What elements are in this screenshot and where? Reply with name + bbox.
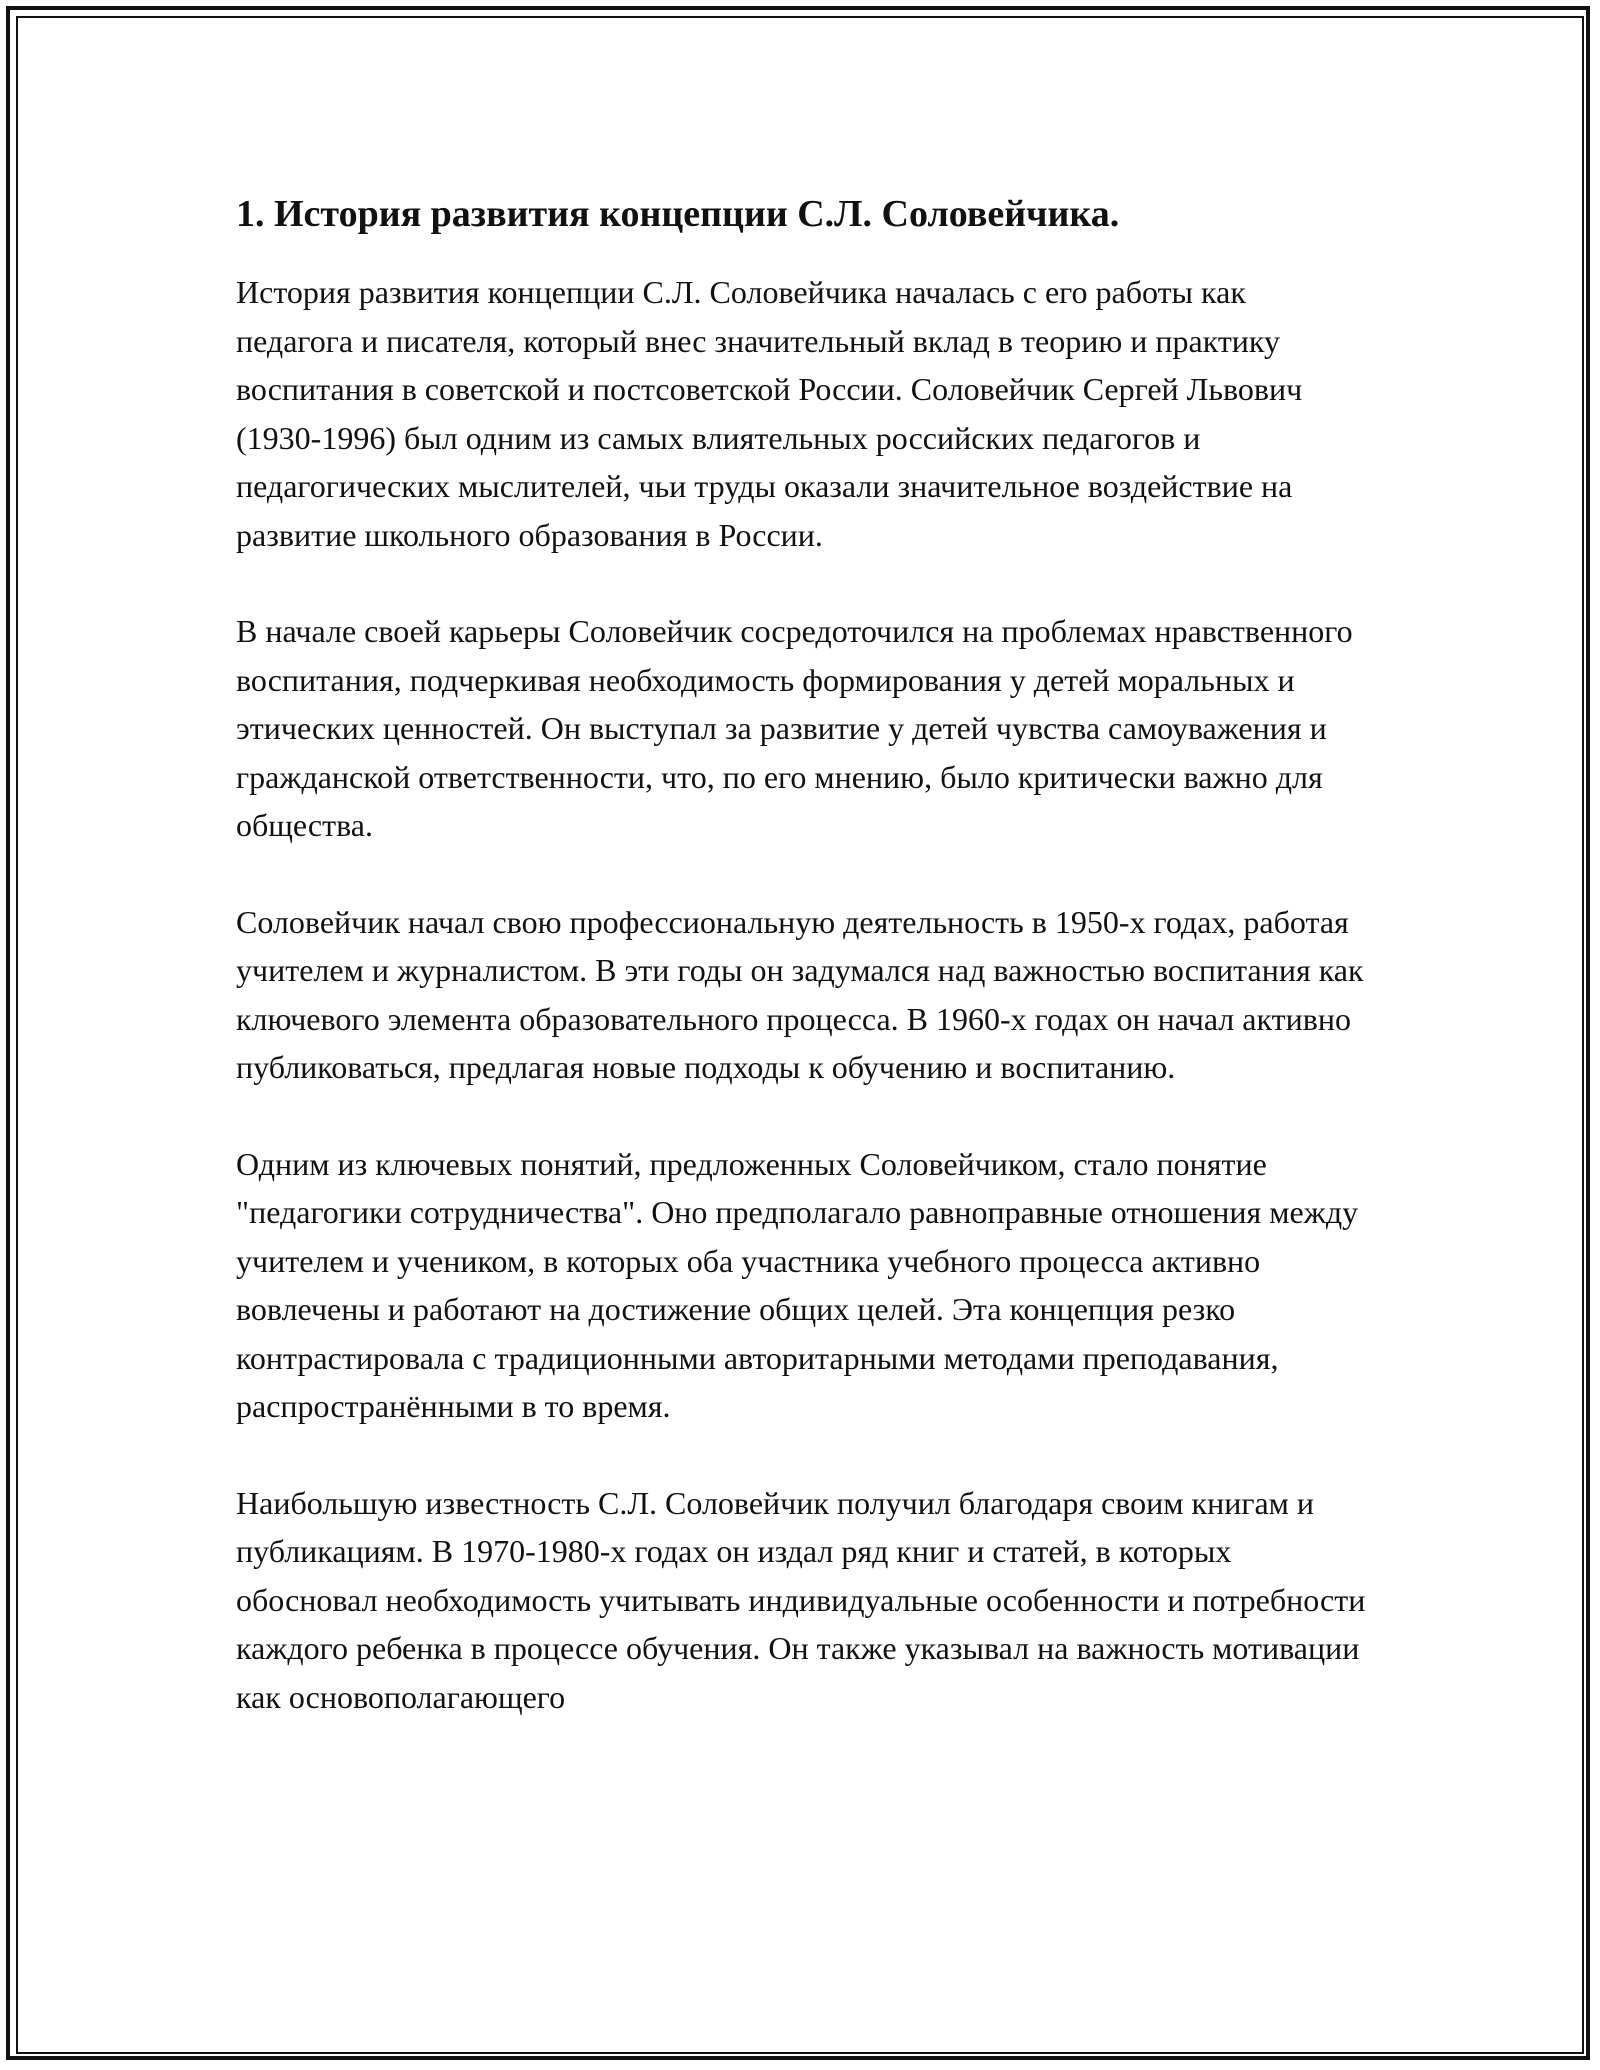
paragraph-4: Одним из ключевых понятий, предложенных Соловейчиком, стало понятие "педагогики сотрудничества". Оно предполагало равноправные отношения между учителем и учеником, в которых оба участника учебного процесса активно вовлечены и работают на достижение общих целей. Эта концепция резко контрастировала с традиционными авторитарными методами преподавания, распространёнными в то время. (236, 1145, 1359, 1424)
paragraph-5: Наибольшую известность С.Л. Соловейчик получил благодаря своим книгам и публикациям. В 1970-1980-х годах он издал ряд книг и статей, в которых обосновал необходимость учитывать индивидуальные особенности и потребности каждого ребенка в процессе обучения. Он также указывал на важность мотивации как основополагающего (236, 1484, 1366, 1715)
section-heading: 1. История развития концепции С.Л. Соловейчика. (236, 193, 1120, 235)
paragraph-3: Соловейчик начал свою профессиональную деятельность в 1950-х годах, работая учителем и журналистом. В эти годы он задумался над важностью воспитания как ключевого элемента образовательного процесса. В 1960-х годах он начал активно публиковаться, предлагая новые подходы к обучению и воспитанию. (236, 903, 1364, 1085)
document-body (236, 186, 1366, 1769)
paragraph-2: В начале своей карьеры Соловейчик сосредоточился на проблемах нравственного воспитания, подчеркивая необходимость формирования у детей моральных и этических ценностей. Он выступал за развитие у детей чувства самоуважения и гражданской ответственности, что, по его мнению, было критически важно для общества. (236, 613, 1353, 843)
paragraph-1: История развития концепции С.Л. Соловейчика началась с его работы как педагога и писателя, который внес значительный вклад в теорию и практику воспитания в советской и постсоветской России. Соловейчик Сергей Львович (1930-1996) был одним из самых влиятельных российских педагогов и педагогических мыслителей, чьи труды оказали значительное воздействие на развитие школьного образования в России. (236, 274, 1303, 553)
